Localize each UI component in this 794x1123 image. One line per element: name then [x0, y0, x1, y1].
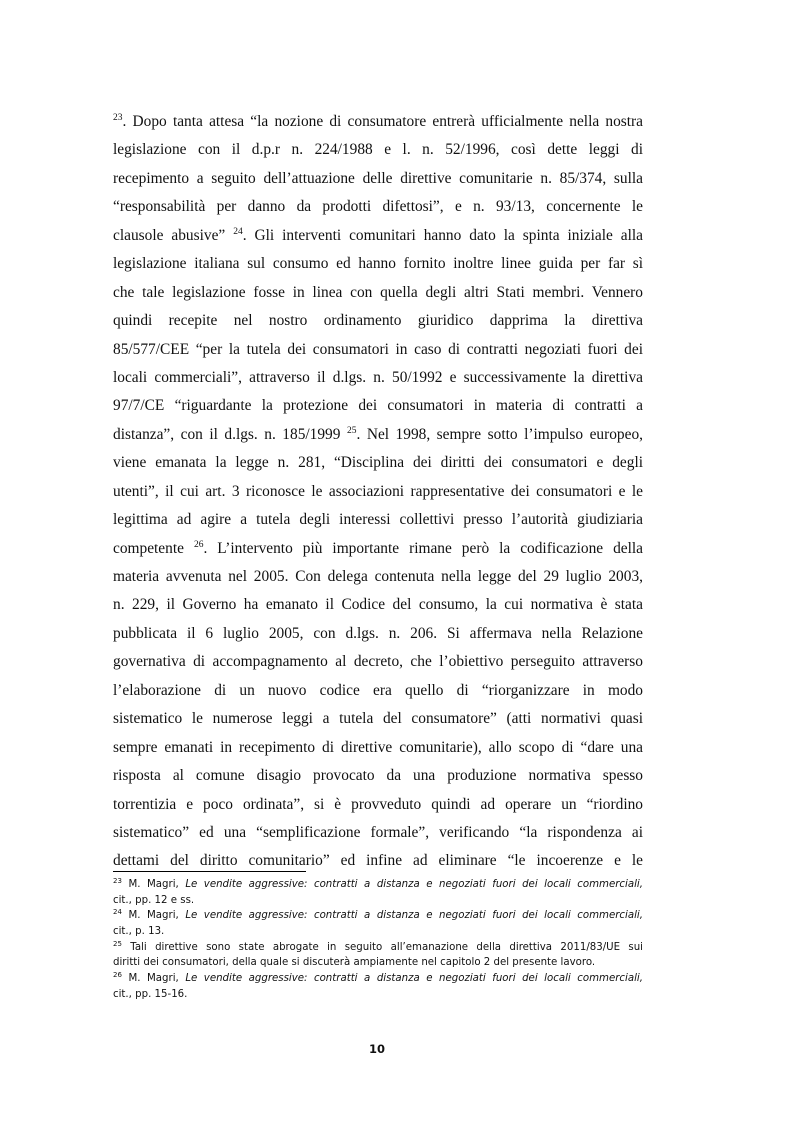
footnote-number: 23: [113, 877, 122, 885]
body-line: [113, 535, 643, 563]
footnote-ref: 25: [346, 425, 357, 436]
body-line-text: pubblicata il 6 luglio 2005, con d.lgs. n. 206. Si affermava nella Relazione: [113, 624, 643, 642]
body-line-text: 97/7/CE “riguardante la protezione dei consumatori in materia di contratti a: [113, 397, 643, 415]
body-line-text: sistematico le numerose leggi a tutela del consumatore” (atti normativi quasi: [113, 710, 643, 728]
body-line-text: torrentizia e poco ordinata”, si è provveduto quindi ad operare un “riordino: [113, 795, 643, 813]
body-line-text: . L’intervento più importante rimane però la codificazione della: [203, 539, 643, 557]
body-line: [113, 392, 643, 420]
body-line-text: clausole abusive”: [113, 226, 226, 244]
footnote-number: 25: [113, 939, 122, 948]
body-line: [113, 250, 643, 278]
body-line: [113, 193, 643, 221]
body-line: [113, 136, 643, 164]
footnote-line: diritti dei consumatori, della quale si discuterà ampiamente nel capitolo 2 del presente lavoro.: [113, 957, 596, 969]
footnote-line: [113, 908, 643, 924]
body-line-text: materia avvenuta nel 2005. Con delega contenuta nella legge del 29 luglio 2003,: [113, 568, 643, 585]
body-line: [113, 620, 643, 648]
footnote-line: [113, 940, 643, 956]
footnote-title: Le vendite aggressive: contratti a distanza e negoziati fuori dei locali commerciali,: [185, 973, 643, 985]
body-line: [113, 677, 643, 705]
footnote-line: cit., p. 13.: [113, 926, 165, 938]
body-line: [113, 165, 643, 193]
body-line: [113, 364, 643, 392]
body-line: [113, 563, 643, 591]
body-line-text: l’elaborazione di un nuovo codice era quello di “riorganizzare in modo: [113, 681, 643, 699]
body-line: [113, 478, 643, 506]
body-line: [113, 222, 643, 250]
body-line: [113, 307, 643, 335]
body-line-text: viene emanata la legge n. 281, “Disciplina dei diritti dei consumatori e degli: [113, 454, 643, 472]
footnote-ref: 23: [113, 113, 123, 123]
body-line-text: sistematico” ed una “semplificazione formale”, verificando “la rispondenza ai: [113, 823, 643, 841]
body-line-text: . Nel 1998, sempre sotto l’impulso europeo,: [356, 425, 643, 443]
body-line-text: governativa di accompagnamento al decreto, che l’obiettivo perseguito attraverso: [113, 653, 643, 671]
footnote-line: [113, 877, 643, 893]
body-line-text: distanza”, con il d.lgs. n. 185/1999: [113, 425, 341, 443]
footnote-text: M. Magri,: [121, 879, 186, 890]
body-line: [113, 734, 643, 762]
footnote-line: [113, 971, 643, 987]
footnote-text: Tali direttive sono state abrogate in seguito all’emanazione della direttiva 2011/83/UE sui: [121, 941, 643, 953]
body-line-text: sempre emanati in recepimento di direttive comunitarie), allo scopo di “dare una: [113, 738, 643, 756]
footnote-line: cit., pp. 15-16.: [113, 988, 188, 1000]
body-line-text: . Gli interventi comunitari hanno dato la spinta iniziale alla: [242, 226, 643, 244]
footnote-line: cit., pp. 12 e ss.: [113, 894, 195, 906]
body-line-text: n. 229, il Governo ha emanato il Codice del consumo, la cui normativa è stata: [113, 596, 643, 614]
body-line-text: competente: [113, 539, 184, 557]
body-line-text: 85/577/CEE “per la tutela dei consumatori in caso di contratti negoziati fuori dei: [113, 340, 643, 358]
body-line-text: quindi recepite nel nostro ordinamento giuridico dapprima la direttiva: [113, 312, 643, 330]
body-line: [113, 421, 643, 449]
footnote-title: Le vendite aggressive: contratti a distanza e negoziati fuori dei locali commerciali,: [185, 879, 643, 890]
body-line-text: legittima ad agire a tutela degli interessi collettivi presso l’autorità giudiziaria: [113, 511, 643, 529]
body-line-text: . Dopo tanta attesa “la nozione di consumatore entrerà ufficialmente nella nostra: [122, 113, 643, 130]
body-line: [113, 705, 643, 733]
body-line: [113, 591, 643, 619]
footnote-ref: 24: [233, 226, 243, 237]
body-line-text: legislazione italiana sul consumo ed hanno fornito inoltre linee guida per far sì: [113, 255, 643, 273]
body-line: [113, 791, 643, 819]
body-line-text: “responsabilità per danno da prodotti difettosi”, e n. 93/13, concernente le: [113, 198, 643, 216]
footnote-number: 26: [113, 971, 122, 980]
footnote-text: M. Magri,: [121, 973, 186, 985]
body-line: [113, 648, 643, 676]
body-line-text: risposta al comune disagio provocato da una produzione normativa spesso: [113, 767, 643, 785]
body-line: [113, 336, 643, 364]
body-line: [113, 279, 643, 307]
body-line-text: dettami del diritto comunitario” ed infine ad eliminare “le incoerenze e le: [113, 852, 643, 870]
body-line-text: legislazione con il d.p.r n. 224/1988 e l. n. 52/1996, così dette leggi di: [113, 141, 643, 159]
body-line: [113, 108, 643, 136]
footnote-number: 24: [113, 908, 122, 917]
body-line-text: utenti”, il cui art. 3 riconosce le associazioni rappresentative dei consumatori e le: [113, 482, 643, 500]
footnote-text: M. Magri,: [121, 910, 186, 922]
body-line: [113, 506, 643, 534]
body-line: [113, 819, 643, 847]
footnote-ref: 26: [193, 539, 204, 550]
body-line-text: che tale legislazione fosse in linea con quella degli altri Stati membri. Vennero: [113, 283, 643, 301]
footnote-title: Le vendite aggressive: contratti a distanza e negoziati fuori dei locali commerciali,: [185, 910, 643, 922]
body-line: [113, 762, 643, 790]
page-number: 10: [368, 1042, 385, 1056]
footnotes: [113, 877, 643, 1003]
body-paragraph: [113, 108, 643, 876]
body-line: [113, 449, 643, 477]
footnote-separator: [113, 871, 306, 872]
body-line-text: recepimento a seguito dell’attuazione delle direttive comunitarie n. 85/374, sulla: [113, 169, 643, 187]
body-line-text: locali commerciali”, attraverso il d.lgs. n. 50/1992 e successivamente la direttiva: [113, 368, 643, 386]
